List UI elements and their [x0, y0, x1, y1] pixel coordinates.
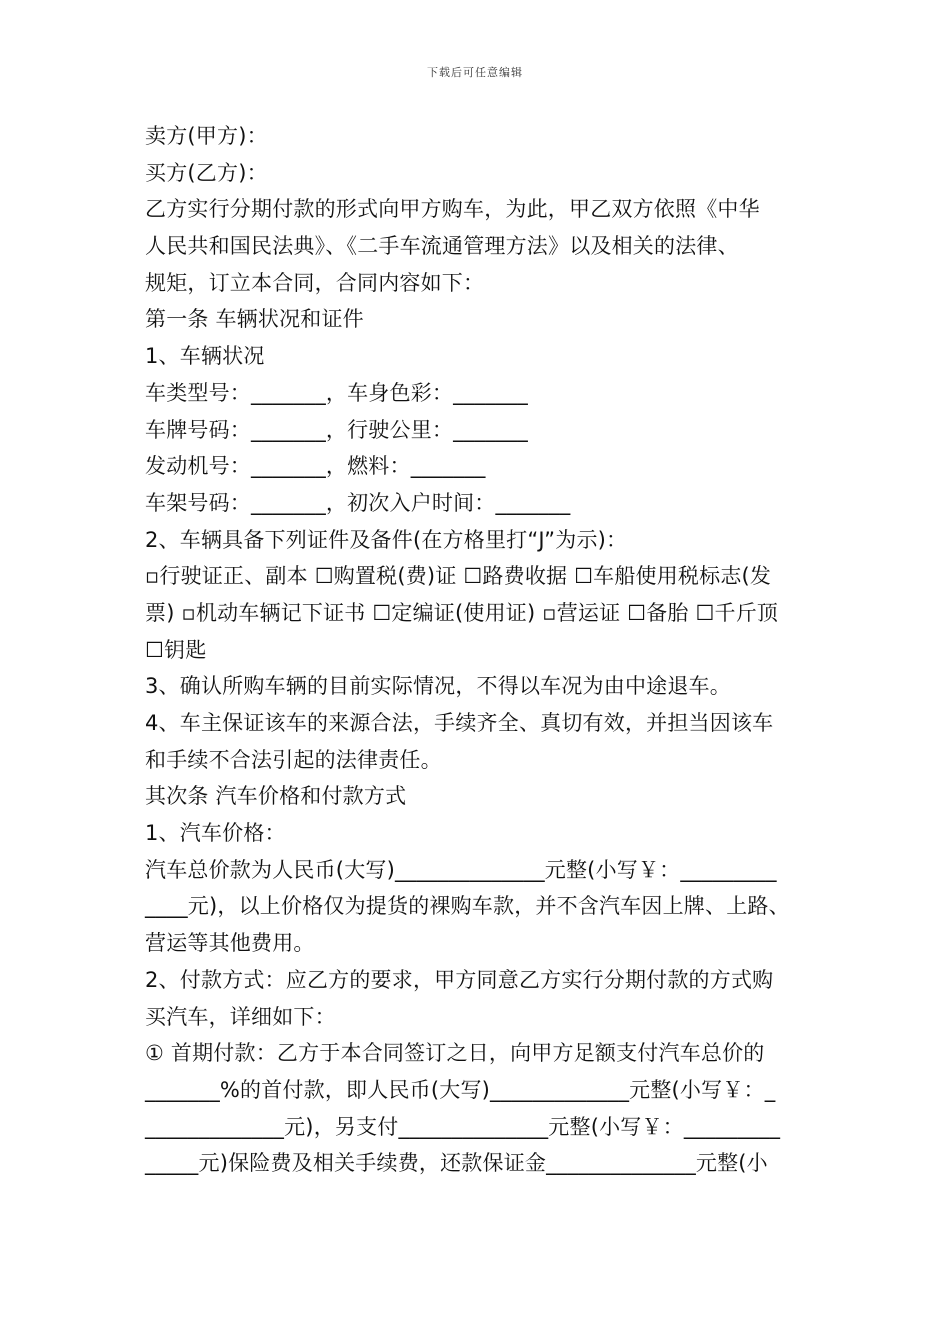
section-heading: 1、车辆状况 [145, 344, 265, 369]
preamble-line: 人民共和国民法典》、《二手车流通管理方法》以及相关的法律、 [145, 234, 739, 259]
preamble-line: 规矩，订立本合同，合同内容如下： [145, 270, 485, 295]
form-field-line: 车类型号：_______，车身色彩：_______ [145, 380, 528, 405]
clause-line: 和手续不合法引起的法律责任。 [145, 747, 442, 772]
clause-line: _____________元)，另支付______________元整(小写￥：_________ [145, 1114, 781, 1139]
section-heading: 2、车辆具备下列证件及备件(在方格里打“J”为示)： [145, 527, 628, 552]
form-field-line: 发动机号：_______，燃料：_______ [145, 454, 486, 479]
checkbox-list-line: ▫行驶证正、副本 ☐购置税(费)证 ☐路费收据 ☐车船使用税标志(发 [145, 564, 772, 589]
clause-line: 营运等其他费用。 [145, 931, 315, 956]
clause-line: _____元)保险费及相关手续费，还款保证金______________元整(小 [145, 1151, 768, 1176]
form-field-line: 车牌号码：_______，行驶公里：_______ [145, 417, 528, 442]
article-heading: 其次条 汽车价格和付款方式 [145, 784, 407, 809]
section-heading: 1、汽车价格： [145, 821, 286, 846]
checkbox-list-line: 票) ▫机动车辆记下证书 ☐定编证(使用证) ▫营运证 ☐备胎 ☐千斤顶 [145, 600, 779, 625]
buyer-line: 买方(乙方)： [145, 160, 268, 185]
clause-line: _______%的首付款，即人民币(大写)_____________元整(小写￥：_ [145, 1077, 776, 1102]
preamble-line: 乙方实行分期付款的形式向甲方购车，为此，甲乙双方依照《中华 [145, 197, 760, 222]
clause-line: 买汽车，详细如下： [145, 1004, 336, 1029]
clause-line: 3、确认所购车辆的目前实际情况，不得以车况为由中途退车。 [145, 674, 731, 699]
contract-body [145, 118, 825, 1182]
clause-line: ① 首期付款：乙方于本合同签订之日，向甲方足额支付汽车总价的 [145, 1041, 765, 1066]
clause-line: 汽车总价款为人民币(大写)______________元整(小写￥：_________ [145, 857, 777, 882]
article-heading: 第一条 车辆状况和证件 [145, 307, 364, 332]
seller-line: 卖方(甲方)： [145, 124, 268, 148]
clause-line: 2、付款方式：应乙方的要求，甲方同意乙方实行分期付款的方式购 [145, 967, 774, 992]
clause-line: ____元)，以上价格仅为提货的裸购车款，并不含汽车因上牌、上路、 [145, 894, 790, 919]
page-header: 下载后可任意编辑 [427, 66, 523, 79]
clause-line: 4、车主保证该车的来源合法，手续齐全、真切有效，并担当因该车 [145, 711, 774, 735]
checkbox-list-line: ☐钥匙 [145, 637, 207, 662]
form-field-line: 车架号码：_______，初次入户时间：_______ [145, 490, 571, 515]
